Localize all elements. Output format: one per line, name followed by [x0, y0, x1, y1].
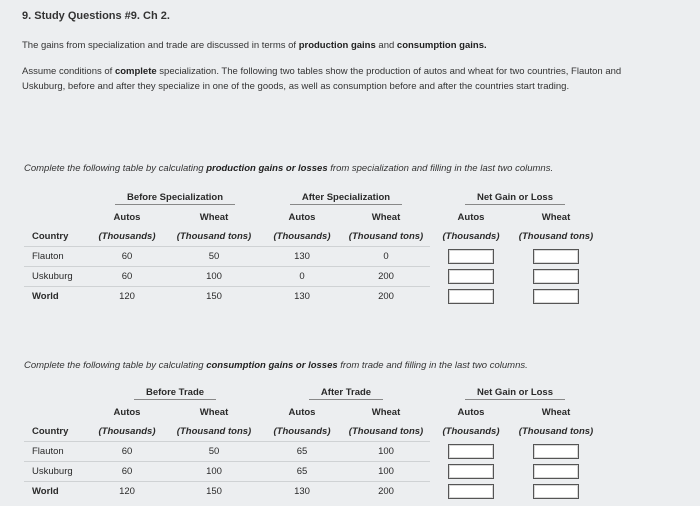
- question-title: 9. Study Questions #9. Ch 2.: [22, 10, 170, 22]
- col-autos: Autos: [113, 212, 141, 223]
- assume-text: Assume conditions of: [22, 66, 115, 77]
- col-wheat: Wheat: [541, 407, 571, 418]
- table2-instruction: [24, 360, 528, 371]
- cell-value: 100: [166, 462, 262, 482]
- net-autos-input[interactable]: [448, 464, 494, 479]
- intro-text-mid: and: [375, 40, 397, 51]
- net-autos-input[interactable]: [448, 444, 494, 459]
- cell-value: 150: [166, 482, 262, 502]
- net-wheat-input[interactable]: [533, 269, 579, 284]
- cell-value: 50: [166, 247, 262, 267]
- group-net-header: Net Gain or Loss: [430, 189, 600, 208]
- col-wheat: Wheat: [371, 407, 401, 418]
- consumption-table: [24, 384, 600, 501]
- table-row: [24, 442, 600, 462]
- net-wheat-input[interactable]: [533, 249, 579, 264]
- net-wheat-input[interactable]: [533, 444, 579, 459]
- net-wheat-input[interactable]: [533, 289, 579, 304]
- intro-bold-2: consumption gains.: [396, 40, 487, 51]
- cell-value: 130: [262, 287, 342, 307]
- net-autos-input[interactable]: [448, 249, 494, 264]
- col-autos: Autos: [457, 407, 485, 418]
- cell-value: 120: [88, 482, 166, 502]
- instr-text-2: from trade and filling in the last two columns.: [337, 360, 528, 371]
- group-before-header: Before Specialization: [88, 189, 262, 208]
- country-name: Uskuburg: [24, 462, 88, 482]
- cell-value: 100: [342, 462, 430, 482]
- col-autos: Autos: [288, 407, 316, 418]
- unit-wheat: (Thousand tons): [176, 426, 252, 437]
- unit-autos: (Thousands): [273, 231, 331, 242]
- table-row: [24, 247, 600, 267]
- cell-value: 0: [342, 247, 430, 267]
- country-name: Uskuburg: [24, 267, 88, 287]
- intro-bold-1: production gains: [298, 40, 376, 51]
- col-autos: Autos: [288, 212, 316, 223]
- cell-value: 120: [88, 287, 166, 307]
- table-row: [24, 267, 600, 287]
- cell-value: 100: [166, 267, 262, 287]
- country-name: Flauton: [24, 247, 88, 267]
- col-wheat: Wheat: [371, 212, 401, 223]
- cell-value: 50: [166, 442, 262, 462]
- table-row: [24, 287, 600, 307]
- instr-bold: consumption gains or losses: [206, 360, 338, 371]
- cell-value: 200: [342, 287, 430, 307]
- assume-bold: complete: [114, 66, 157, 77]
- cell-value: 200: [342, 267, 430, 287]
- cell-value: 100: [342, 442, 430, 462]
- country-name: World: [24, 287, 88, 307]
- net-autos-input[interactable]: [448, 484, 494, 499]
- instr-text: Complete the following table by calculating: [24, 360, 207, 371]
- instr-text-2: from specialization and filling in the last two columns.: [327, 163, 554, 174]
- intro-paragraph: [22, 38, 487, 53]
- cell-value: 130: [262, 482, 342, 502]
- unit-autos: (Thousands): [442, 426, 500, 438]
- table1-instruction: [24, 163, 553, 174]
- unit-autos: (Thousands): [98, 231, 156, 242]
- cell-value: 65: [262, 442, 342, 462]
- cell-value: 60: [88, 247, 166, 267]
- net-wheat-input[interactable]: [533, 464, 579, 479]
- cell-value: 60: [88, 442, 166, 462]
- unit-wheat: (Thousand tons): [348, 231, 424, 242]
- assume-text-3: Uskuburg, before and after they specialize in one of the goods, as well as consumption before and after the countries start trading.: [22, 81, 570, 92]
- col-wheat: Wheat: [199, 407, 229, 418]
- table-row: [24, 462, 600, 482]
- unit-autos: (Thousands): [442, 231, 500, 243]
- unit-autos: (Thousands): [273, 426, 331, 437]
- group-before-header: Before Trade: [88, 384, 262, 403]
- cell-value: 65: [262, 462, 342, 482]
- net-autos-input[interactable]: [448, 289, 494, 304]
- group-after-header: After Specialization: [262, 189, 430, 208]
- cell-value: 200: [342, 482, 430, 502]
- unit-wheat: (Thousand tons): [518, 231, 594, 243]
- cell-value: 0: [262, 267, 342, 287]
- intro-text: The gains from specialization and trade are discussed in terms of: [22, 40, 299, 51]
- net-wheat-input[interactable]: [533, 484, 579, 499]
- cell-value: 150: [166, 287, 262, 307]
- col-country: Country: [32, 426, 69, 437]
- col-wheat: Wheat: [199, 212, 229, 223]
- col-autos: Autos: [113, 407, 141, 418]
- unit-wheat: (Thousand tons): [176, 231, 252, 242]
- assume-paragraph: [22, 64, 621, 94]
- group-after-header: After Trade: [262, 384, 430, 403]
- col-wheat: Wheat: [541, 212, 571, 223]
- assume-text-2: specialization. The following two tables show the production of autos and wheat for two countries, Flauton and: [156, 66, 622, 77]
- instr-bold: production gains or losses: [206, 163, 328, 174]
- unit-autos: (Thousands): [98, 426, 156, 437]
- cell-value: 130: [262, 247, 342, 267]
- production-table: [24, 189, 600, 306]
- country-name: World: [24, 482, 88, 502]
- instr-text: Complete the following table by calculating: [24, 163, 207, 174]
- net-autos-input[interactable]: [448, 269, 494, 284]
- col-country: Country: [32, 231, 69, 242]
- table-row: [24, 482, 600, 502]
- col-autos: Autos: [457, 212, 485, 223]
- group-net-header: Net Gain or Loss: [430, 384, 600, 403]
- unit-wheat: (Thousand tons): [518, 426, 594, 438]
- unit-wheat: (Thousand tons): [348, 426, 424, 437]
- country-name: Flauton: [24, 442, 88, 462]
- cell-value: 60: [88, 462, 166, 482]
- cell-value: 60: [88, 267, 166, 287]
